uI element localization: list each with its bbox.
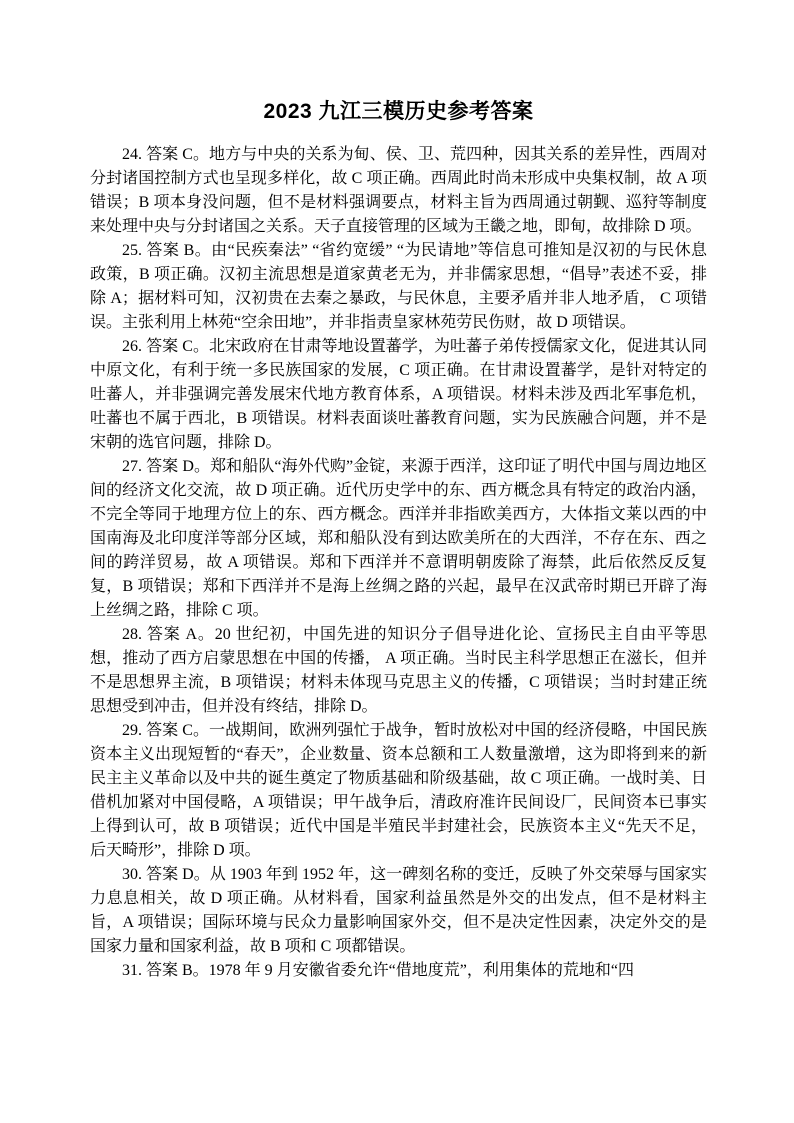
- answer-paragraph-26: 26. 答案 C。北宋政府在甘肃等地设置蕃学，为吐蕃子弟传授儒家文化，促进其认同中原文化，有利于统一多民族国家的发展，C 项正确。在甘肃设置蕃学，是针对特定的吐蕃人，并非强调完善发展宋代地方教育体系，A 项错误。材料未涉及西北军事危机，吐蕃也不属于西北，B 项错误。材料表面谈吐蕃教育问题，实为民族融合问题，并不是宋朝的选官问题，排除 D。: [90, 338, 707, 451]
- answer-paragraph-24: 24. 答案 C。地方与中央的关系为甸、侯、卫、荒四种，因其关系的差异性，西周对分封诸国控制方式也呈现多样化，故 C 项正确。西周此时尚未形成中央集权制，故 A 项错误；B 项本身没问题，但不是材料强调要点，材料主旨为西周通过朝觐、巡狩等制度来处理中央与分封诸国之关系。天子直接管理的区域为王畿之地，即甸，故排除 D 项。: [90, 146, 707, 235]
- answer-paragraph-30: 30. 答案 D。从 1903 年到 1952 年，这一碑刻名称的变迁，反映了外交荣辱与国家实力息息相关，故 D 项正确。从材料看，国家利益虽然是外交的出发点，但不是材料主旨，A 项错误；国际环境与民众力量影响国家外交，但不是决定性因素，决定外交的是国家力量和国家利益，故 B 项和 C 项都错误。: [90, 866, 707, 955]
- answer-paragraph-28: 28. 答案 A。20 世纪初，中国先进的知识分子倡导进化论、宣扬民主自由平等思想，推动了西方启蒙思想在中国的传播， A 项正确。当时民主科学思想正在滋长，但并不是思想界主流，B 项错误；材料未体现马克思主义的传播，C 项错误；当时封建正统思想受到冲击，但并没有终结，排除 D。: [90, 626, 707, 715]
- answer-paragraph-27: 27. 答案 D。郑和船队“海外代购”金锭，来源于西洋，这印证了明代中国与周边地区间的经济文化交流，故 D 项正确。近代历史学中的东、西方概念具有特定的政治内涵，不完全等同于地理方位上的东、西方概念。西洋并非指欧美西方，大体指文莱以西的中国南海及北印度洋等部分区域，郑和船队没有到达欧美所在的大西洋，不存在东、西之间的跨洋贸易，故 A 项错误。郑和下西洋并不意谓明朝废除了海禁，此后依然反反复复，B 项错误；郑和下西洋并不是海上丝绸之路的兴起，最早在汉武帝时期已开辟了海上丝绸之路，排除 C 项。: [90, 458, 707, 619]
- answer-paragraph-29: 29. 答案 C。一战期间，欧洲列强忙于战争，暂时放松对中国的经济侵略，中国民族资本主义出现短暂的“春天”，企业数量、资本总额和工人数量激增，这为即将到来的新民主主义革命以及中共的诞生奠定了物质基础和阶级基础，故 C 项正确。一战时美、日借机加紧对中国侵略，A 项错误；甲午战争后，清政府准许民间设厂，民间资本已事实上得到认可，故 B 项错误；近代中国是半殖民半封建社会，民族资本主义“先天不足，后天畸形”，排除 D 项。: [90, 722, 707, 859]
- answer-paragraph-25: 25. 答案 B。由“民疾秦法” “省约宽缓” “为民请地”等信息可推知是汉初的与民休息政策，B 项正确。汉初主流思想是道家黄老无为，并非儒家思想，“倡导”表述不妥，排除 A；据材料可知，汉初贵在去秦之暴政，与民休息，主要矛盾并非人地矛盾， C 项错误。主张利用上林苑“空余田地”，并非指责皇家林苑劳民伤财，故 D 项错误。: [90, 242, 707, 331]
- page-title: 2023 九江三模历史参考答案: [263, 100, 534, 123]
- answer-paragraph-31: 31. 答案 B。1978 年 9 月安徽省委允许“借地度荒”，利用集体的荒地和“四: [122, 962, 634, 979]
